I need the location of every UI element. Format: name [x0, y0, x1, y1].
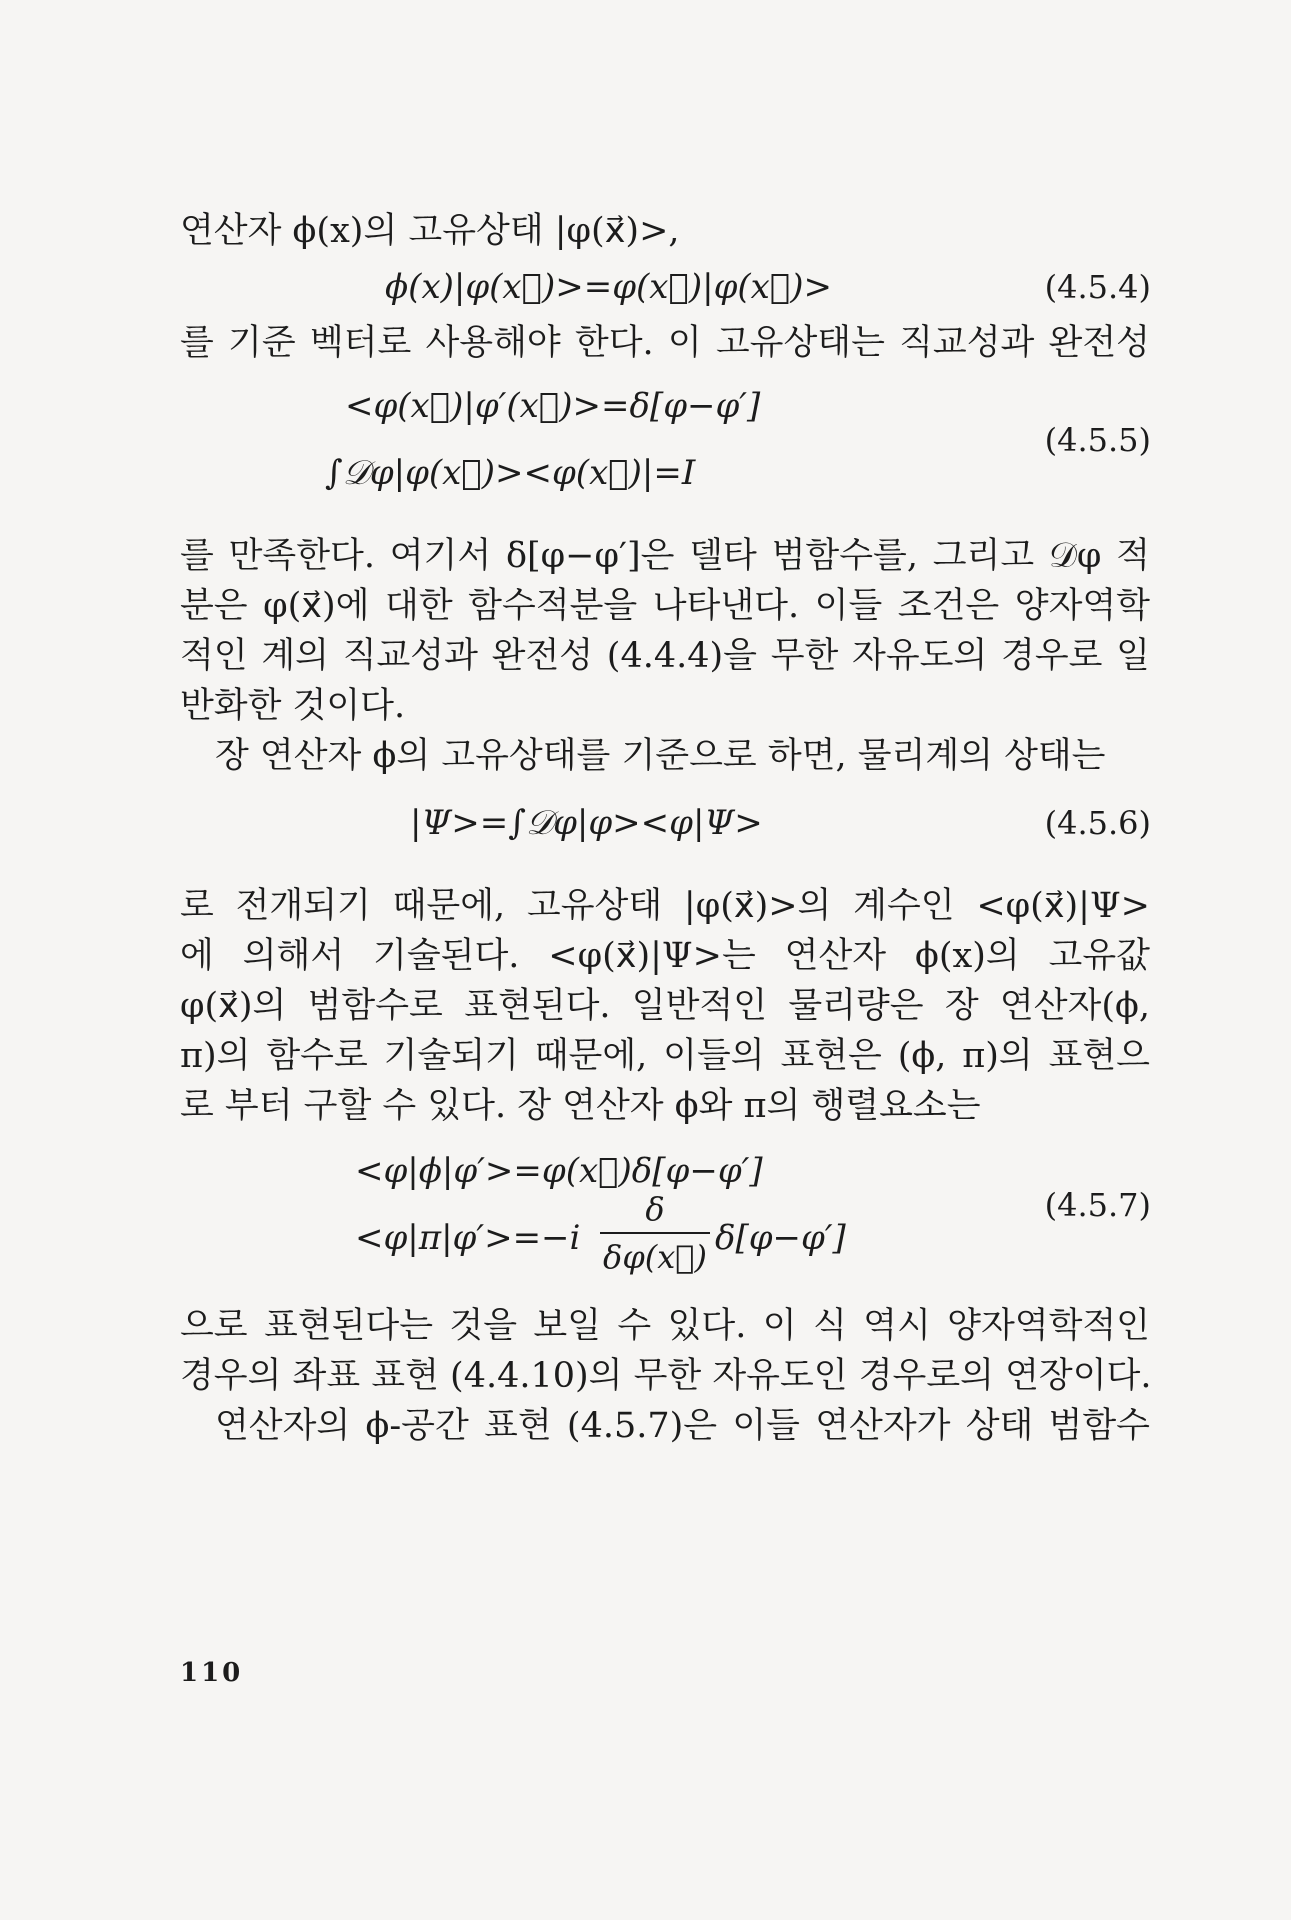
text-line: π)의 함수로 기술되기 때문에, 이들의 표현은 (ϕ, π)의 표현으 — [180, 1036, 1150, 1076]
text-line: 를 만족한다. 여기서 δ[φ−φ′]은 델타 범함수를, 그리고 𝒟φ 적 — [180, 536, 1150, 576]
text-line: 에 의해서 기술된다. <φ(x⃗)|Ψ>는 연산자 ϕ(x)의 고유값 — [180, 936, 1150, 976]
text-line: 연산자 ϕ(x)의 고유상태 |φ(x⃗)>, — [180, 211, 680, 251]
equation-number: (4.5.4) — [1044, 268, 1151, 306]
text-line: 으로 표현된다는 것을 보일 수 있다. 이 식 역시 양자역학적인 — [180, 1306, 1150, 1346]
equation-4-5-5-line2: ∫𝒟φ|φ(x⃗)><φ(x⃗)|=I — [325, 453, 696, 493]
text-line: 연산자의 ϕ-공간 표현 (4.5.7)은 이들 연산자가 상태 범함수 — [215, 1406, 1150, 1446]
equation-number: (4.5.6) — [1044, 804, 1151, 842]
text-line: 를 기준 벡터로 사용해야 한다. 이 고유상태는 직교성과 완전성 — [180, 323, 1150, 363]
text-line: 적인 계의 직교성과 완전성 (4.4.4)을 무한 자유도의 경우로 일 — [180, 636, 1150, 676]
fraction-numerator: δ — [645, 1190, 665, 1228]
text-line: 경우의 좌표 표현 (4.4.10)의 무한 자유도인 경우로의 연장이다. — [180, 1356, 1152, 1396]
equation-4-5-4: ϕ(x)|φ(x⃗)>=φ(x⃗)|φ(x⃗)> — [385, 267, 832, 307]
page-number: 110 — [180, 1658, 244, 1688]
equation-4-5-7-line2-left: <φ|π|φ′>=−i — [355, 1218, 581, 1258]
text-line: 로 부터 구할 수 있다. 장 연산자 ϕ와 π의 행렬요소는 — [180, 1086, 981, 1126]
equation-4-5-7-line2-right: δ[φ−φ′] — [715, 1218, 846, 1258]
equation-4-5-5-line1: <φ(x⃗)|φ′(x⃗)>=δ[φ−φ′] — [345, 386, 761, 426]
equation-4-5-7-line1: <φ|ϕ|φ′>=φ(x⃗)δ[φ−φ′] — [355, 1151, 763, 1191]
equation-number: (4.5.7) — [1044, 1186, 1151, 1224]
equation-4-5-6: |Ψ>=∫𝒟φ|φ><φ|Ψ> — [410, 803, 763, 843]
fraction-bar — [600, 1232, 710, 1234]
text-line: 장 연산자 ϕ의 고유상태를 기준으로 하면, 물리계의 상태는 — [215, 736, 1106, 776]
text-line: 로 전개되기 때문에, 고유상태 |φ(x⃗)>의 계수인 <φ(x⃗)|Ψ> — [180, 886, 1150, 926]
equation-number: (4.5.5) — [1044, 421, 1151, 459]
text-line: 반화한 것이다. — [180, 686, 406, 726]
text-line: φ(x⃗)의 범함수로 표현된다. 일반적인 물리량은 장 연산자(ϕ, — [180, 986, 1150, 1026]
fraction-denominator: δφ(x⃗) — [603, 1238, 707, 1276]
text-line: 분은 φ(x⃗)에 대한 함수적분을 나타낸다. 이들 조건은 양자역학 — [180, 586, 1150, 626]
